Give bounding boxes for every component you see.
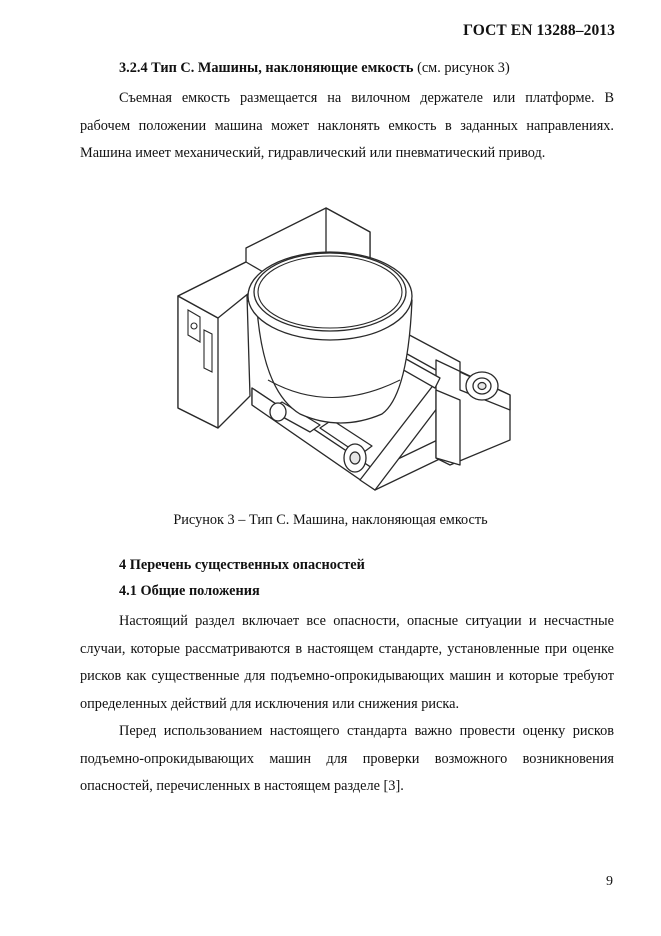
- tilting-machine-figure: [160, 200, 520, 500]
- section-4-1-heading: 4.1 Общие положения: [119, 583, 260, 599]
- figure-reference: (см. рисунок 3): [417, 60, 510, 76]
- section-4-1-paragraph-1: Настоящий раздел включает все опасности, опасные ситуации и несчастные случаи, которые рассматриваются в настоящем стандарте, установленные при оценке рисков как существенные для подъемно-опрокидывающих машин и которые требуют определенных действий для исключения или снижения риска.: [80, 613, 614, 712]
- section-4-1-paragraph-2: Перед использованием настоящего стандарта важно провести оценку рисков подъемно-опрокидывающих машин для проверки возможного возникновения опасностей, перечисленных в настоящем разделе [3].: [80, 723, 614, 794]
- page-number: 9: [606, 874, 613, 889]
- tilting-container-machine-drawing-icon: [160, 200, 520, 500]
- figure-caption: Рисунок 3 – Тип С. Машина, наклоняющая емкость: [173, 512, 488, 528]
- section-heading-text: 3.2.4 Тип С. Машины, наклоняющие емкость: [119, 60, 414, 76]
- section-heading-3-2-4: [119, 60, 510, 77]
- section-3-2-4-paragraph: Съемная емкость размещается на вилочном держателе или платформе. В рабочем положении машина может наклонять емкость в заданных направлениях. Машина имеет механический, гидравлический или пневматический привод.: [80, 90, 614, 161]
- section-4-heading: 4 Перечень существенных опасностей: [119, 557, 365, 573]
- document-code: ГОСТ EN 13288–2013: [463, 22, 615, 39]
